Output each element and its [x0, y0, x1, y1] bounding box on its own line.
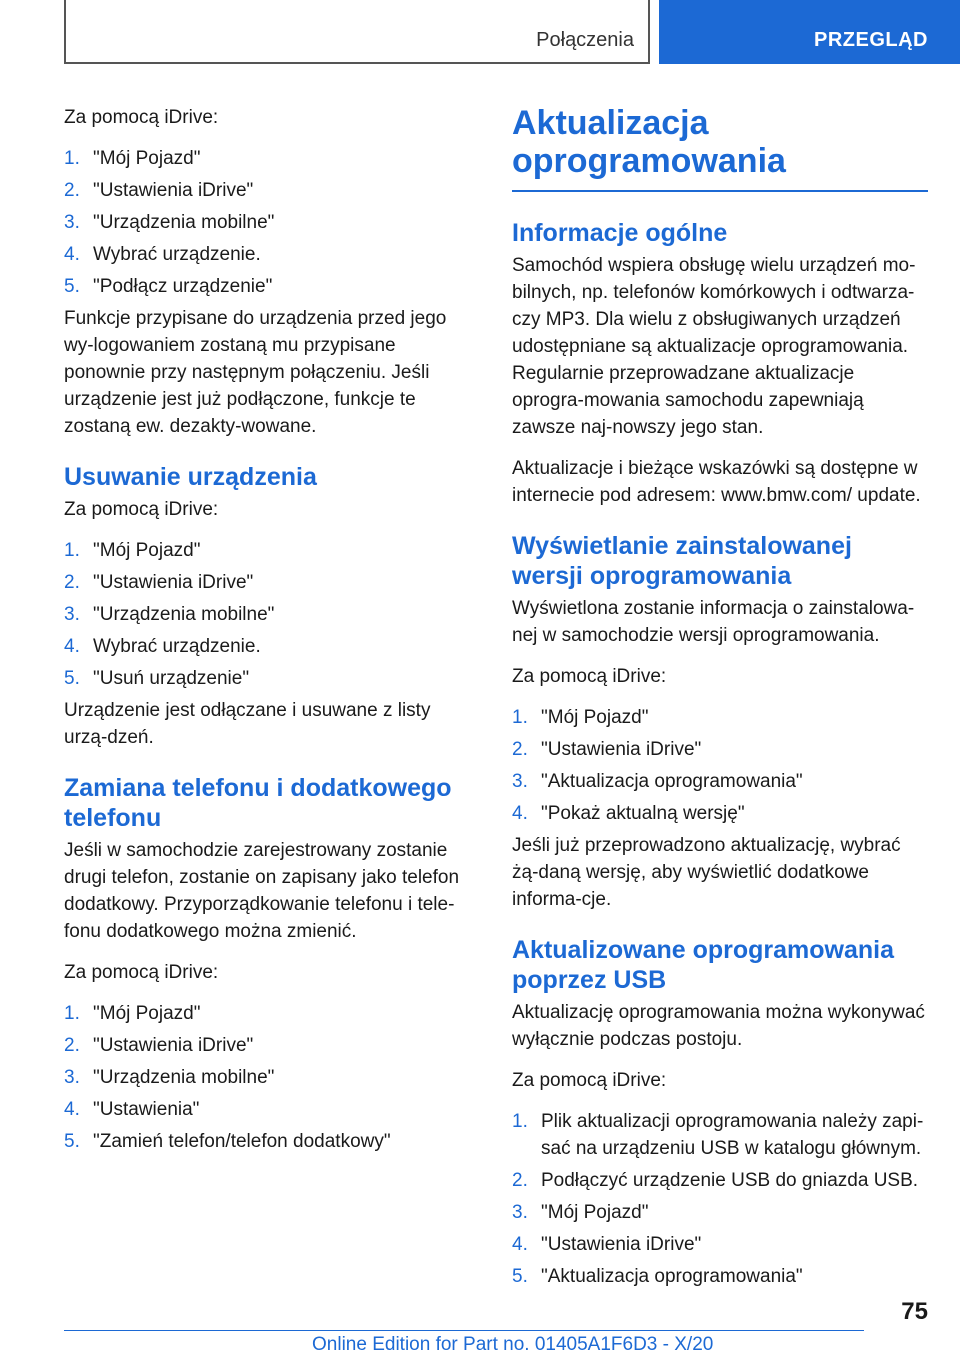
- list-item: 2. "Ustawienia iDrive": [512, 736, 928, 763]
- list-item: 3. "Urządzenia mobilne": [64, 209, 476, 236]
- step-number: 1.: [512, 707, 528, 728]
- step-number: 4.: [512, 1234, 528, 1255]
- step-number: 2.: [64, 572, 80, 593]
- steps-list-usb: [512, 1108, 928, 1290]
- list-item: 1. "Mój Pojazd": [64, 537, 476, 564]
- steps-list-display: [512, 704, 928, 827]
- list-item: 4. "Pokaż aktualną wersję": [512, 800, 928, 827]
- step-number: 5.: [64, 276, 80, 297]
- list-item: 1. "Mój Pojazd": [64, 145, 476, 172]
- step-number: 2.: [512, 1170, 528, 1191]
- step-number: 2.: [64, 1035, 80, 1056]
- list-item: 2. "Ustawienia iDrive": [64, 569, 476, 596]
- step-number: 2.: [64, 180, 80, 201]
- step-number: 1.: [64, 540, 80, 561]
- paragraph: Aktualizacje i bieżące wskazówki są dostępne w internecie pod adresem: www.bmw.com/ update.: [512, 458, 921, 506]
- paragraph: Funkcje przypisane do urządzenia przed jego wy-logowaniem zostaną mu przypisane ponownie przy następnym połączeniu. Jeśli urządzenie jest już podłączone, funkcje te zostaną ew. dezakty-wowane.: [64, 308, 447, 437]
- list-item: 3. "Aktualizacja oprogramowania": [512, 768, 928, 795]
- section-heading: Usuwanie urządzenia: [64, 463, 317, 491]
- section-heading: Zamiana telefonu i dodatkowego telefonu: [64, 774, 452, 832]
- step-number: 4.: [64, 636, 80, 657]
- paragraph: Urządzenie jest odłączane i usuwane z listy urzą-dzeń.: [64, 700, 431, 748]
- paragraph: Samochód wspiera obsługę wielu urządzeń mo-bilnych, np. telefonów komórkowych i odtwarza-czy MP3. Dla wielu z obsługiwanych urządzeń udostępniane są aktualizacje oprogramowania. Regularnie przeprowadzane aktualizacje oprogra-mowania samochodu zapewniają zawsze naj-nowszy jego stan.: [512, 255, 916, 438]
- step-number: 2.: [512, 739, 528, 760]
- intro-label: Za pomocą iDrive:: [64, 499, 219, 520]
- page-title: Aktualizacja oprogramowania: [512, 104, 786, 180]
- step-number: 3.: [64, 604, 80, 625]
- list-item: 5. "Zamień telefon/telefon dodatkowy": [64, 1128, 476, 1155]
- intro-label: Za pomocą iDrive:: [64, 107, 219, 128]
- step-number: 3.: [512, 1202, 528, 1223]
- steps-list-remove: [64, 537, 476, 692]
- step-number: 1.: [64, 148, 80, 169]
- step-number: 4.: [512, 803, 528, 824]
- paragraph: Aktualizację oprogramowania można wykonywać wyłącznie podczas postoju.: [512, 1002, 925, 1050]
- list-item: 4. Wybrać urządzenie.: [64, 633, 476, 660]
- step-number: 3.: [64, 1067, 80, 1088]
- header-section-tab: [64, 0, 650, 64]
- steps-list-connect: [64, 145, 476, 300]
- paragraph: Wyświetlona zostanie informacja o zainstalowa-nej w samochodzie wersji oprogramowania.: [512, 598, 915, 646]
- step-number: 4.: [64, 244, 80, 265]
- footer-divider: [64, 1330, 864, 1331]
- steps-list-swap: [64, 1000, 476, 1155]
- step-number: 3.: [64, 212, 80, 233]
- list-item: 3. "Urządzenia mobilne": [64, 1064, 476, 1091]
- header-chapter-tab: [659, 0, 960, 64]
- list-item: 1. Plik aktualizacji oprogramowania należy zapi-sać na urządzeniu USB w katalogu głównym.: [512, 1108, 928, 1162]
- page-number: 75: [901, 1298, 928, 1325]
- list-item: 5. "Usuń urządzenie": [64, 665, 476, 692]
- list-item: 2. "Ustawienia iDrive": [64, 1032, 476, 1059]
- title-divider: [512, 190, 928, 192]
- section-heading: Wyświetlanie zainstalowanej wersji oprogramowania: [512, 532, 852, 590]
- step-number: 1.: [64, 1003, 80, 1024]
- list-item: 5. "Podłącz urządzenie": [64, 273, 476, 300]
- step-number: 5.: [64, 668, 80, 689]
- step-number: 3.: [512, 771, 528, 792]
- edition-footer: Online Edition for Part no. 01405A1F6D3 - X/20: [312, 1334, 714, 1355]
- list-item: 1. "Mój Pojazd": [512, 704, 928, 731]
- step-number: 4.: [64, 1099, 80, 1120]
- step-number: 1.: [512, 1111, 528, 1132]
- list-item: 5. "Aktualizacja oprogramowania": [512, 1263, 928, 1290]
- left-column: [64, 104, 476, 1160]
- intro-label: Za pomocą iDrive:: [512, 1070, 667, 1091]
- intro-label: Za pomocą iDrive:: [64, 962, 219, 983]
- section-label: Połączenia: [536, 29, 634, 51]
- intro-label: Za pomocą iDrive:: [512, 666, 667, 687]
- paragraph: Jeśli już przeprowadzono aktualizację, wybrać żą-daną wersję, aby wyświetlić dodatkowe informa-cje.: [512, 835, 901, 910]
- list-item: 3. "Urządzenia mobilne": [64, 601, 476, 628]
- chapter-label: PRZEGLĄD: [814, 29, 928, 51]
- section-heading: Informacje ogólne: [512, 219, 728, 247]
- section-heading: Aktualizowane oprogramowania poprzez USB: [512, 936, 895, 994]
- list-item: 2. Podłączyć urządzenie USB do gniazda USB.: [512, 1167, 928, 1194]
- list-item: 4. "Ustawienia": [64, 1096, 476, 1123]
- paragraph: Jeśli w samochodzie zarejestrowany zostanie drugi telefon, zostanie on zapisany jako telefon dodatkowy. Przyporządkowanie telefonu i tele-fonu dodatkowego można zmienić.: [64, 840, 460, 942]
- list-item: 3. "Mój Pojazd": [512, 1199, 928, 1226]
- list-item: 2. "Ustawienia iDrive": [64, 177, 476, 204]
- step-number: 5.: [512, 1266, 528, 1287]
- list-item: 4. "Ustawienia iDrive": [512, 1231, 928, 1258]
- list-item: 1. "Mój Pojazd": [64, 1000, 476, 1027]
- step-number: 5.: [64, 1131, 80, 1152]
- right-column: [512, 104, 928, 1295]
- list-item: 4. Wybrać urządzenie.: [64, 241, 476, 268]
